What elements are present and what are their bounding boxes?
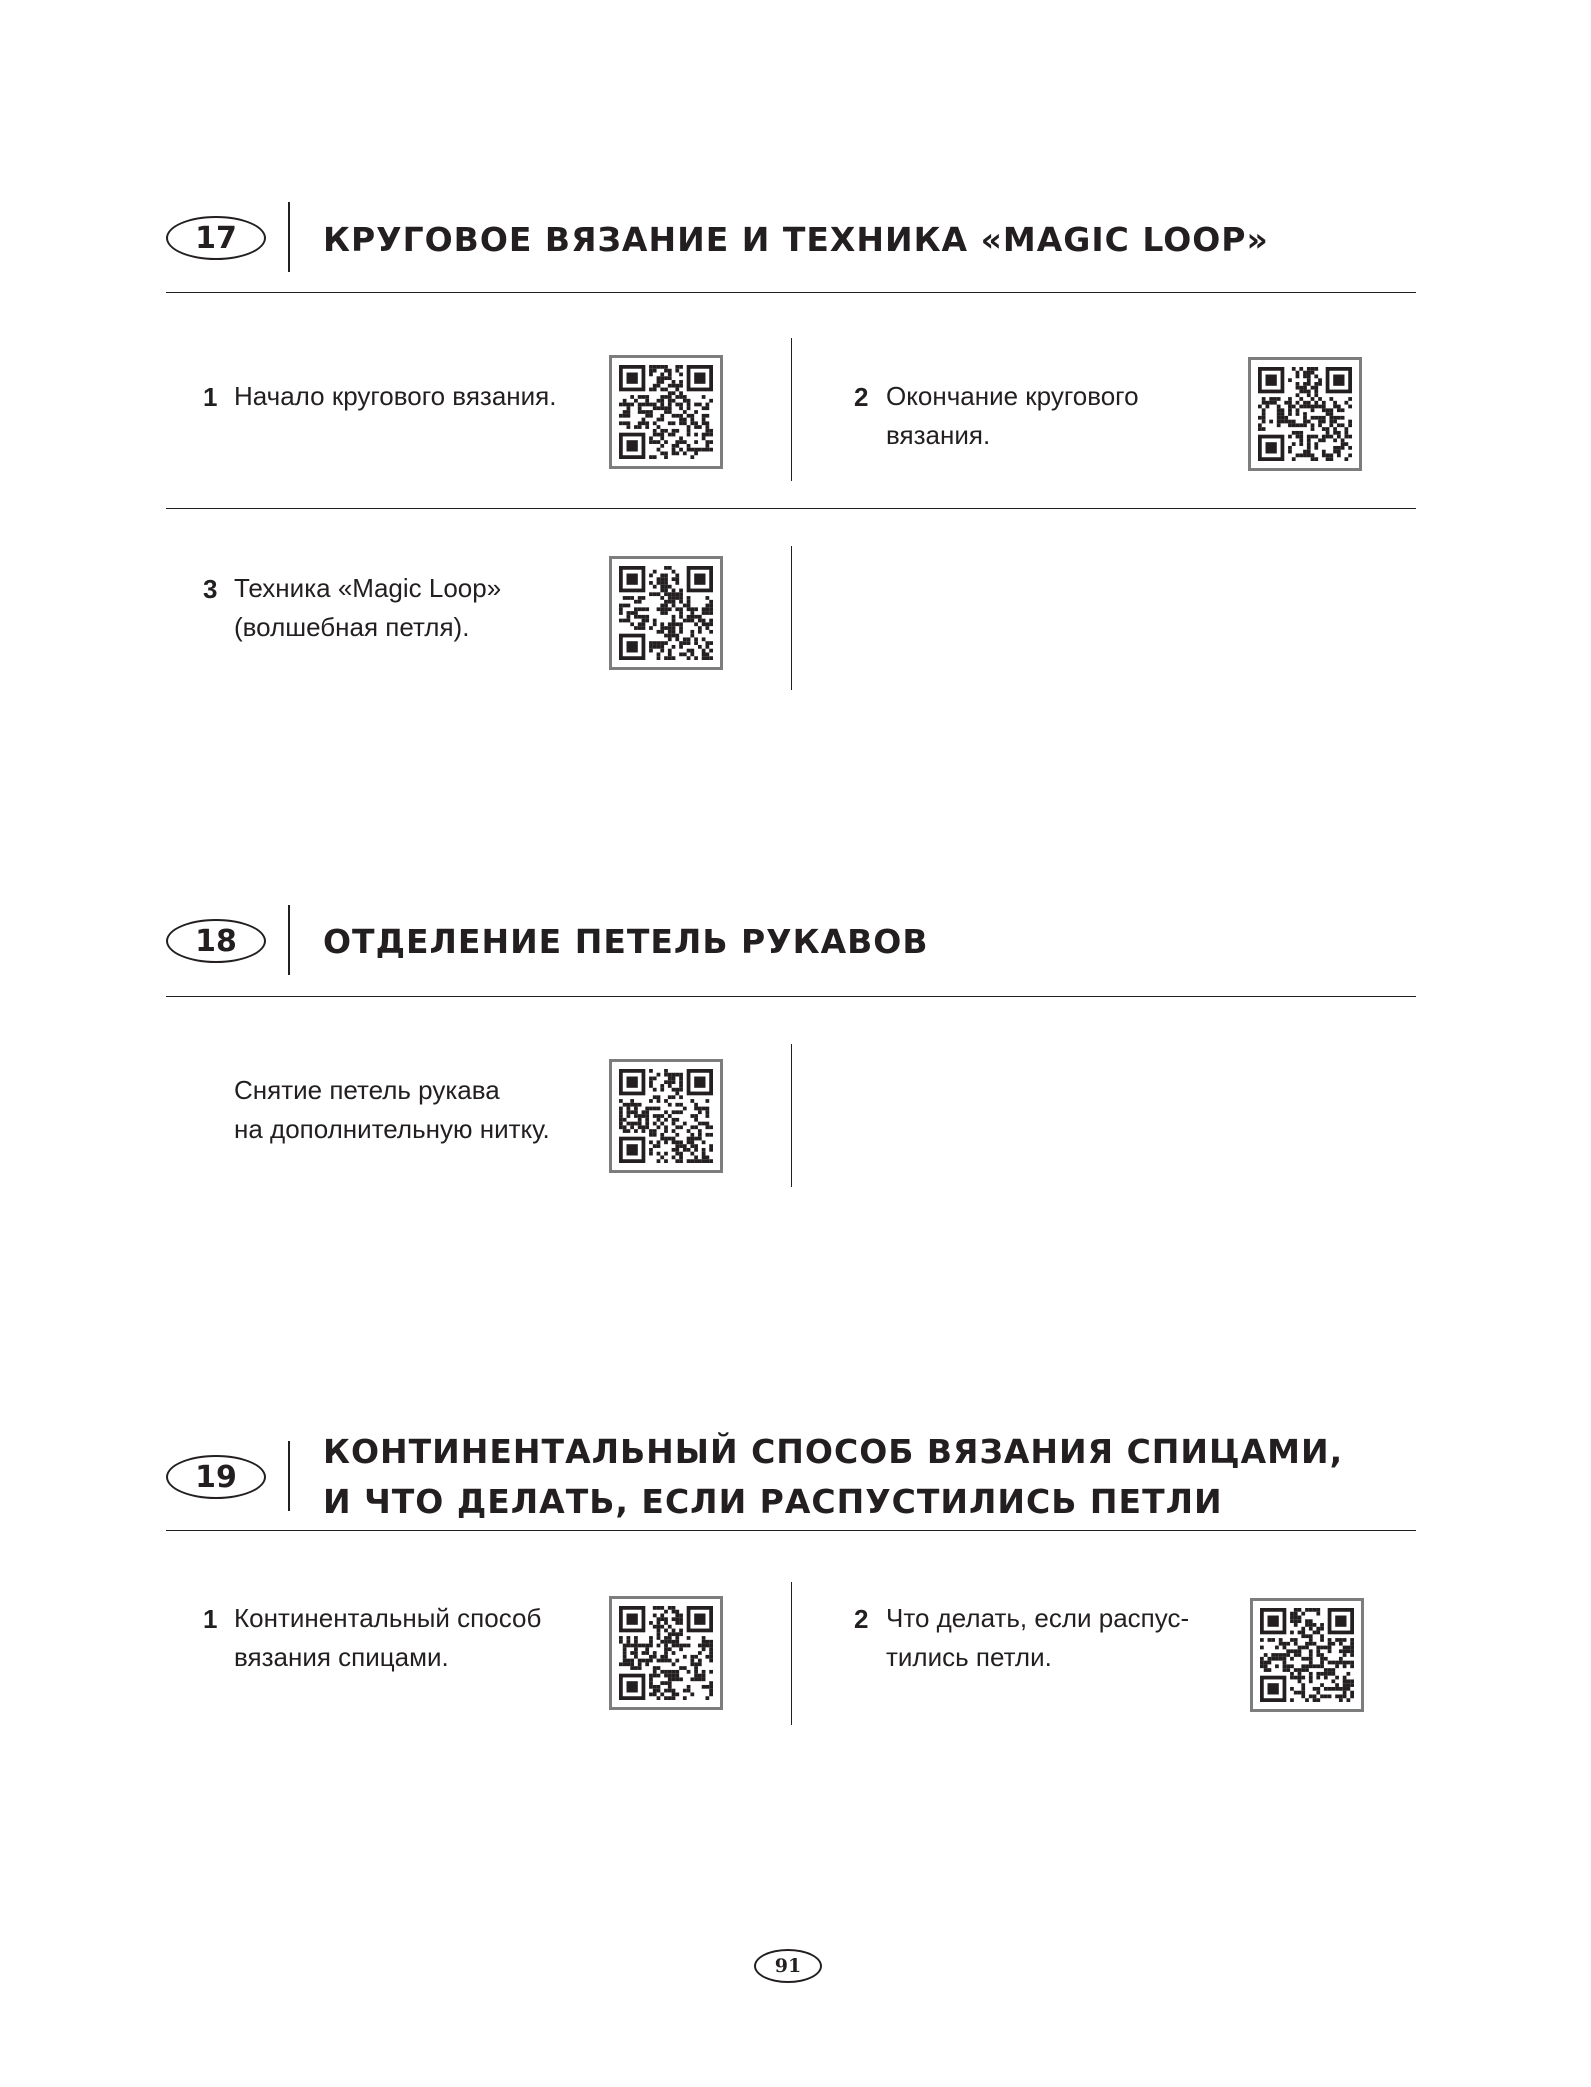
section-number-badge: 19 — [166, 1455, 266, 1499]
item-text — [886, 377, 1139, 455]
section-number-badge: 17 — [166, 216, 266, 260]
section-title: КРУГОВОЕ ВЯЗАНИЕ И ТЕХНИКА «MAGIC LOOP» — [323, 220, 1269, 259]
item-text — [234, 569, 501, 647]
item-number: 1 — [203, 1604, 218, 1634]
section-title-line: И ЧТО ДЕЛАТЬ, ЕСЛИ РАСПУСТИЛИСЬ ПЕТЛИ — [323, 1482, 1223, 1521]
section-rule — [166, 292, 1416, 293]
row-rule — [166, 508, 1416, 509]
item-text-line: вязания спицами. — [234, 1642, 449, 1672]
column-divider — [791, 546, 792, 690]
title-divider — [288, 905, 290, 975]
qr-code-icon[interactable] — [609, 1596, 723, 1710]
column-divider — [791, 338, 792, 481]
item-text-line: Окончание кругового — [886, 381, 1139, 411]
item-number: 2 — [854, 1604, 869, 1634]
item-text — [234, 377, 556, 416]
section-rule — [166, 1530, 1416, 1531]
item-text-line: Что делать, если распус- — [886, 1603, 1190, 1633]
item-number: 1 — [203, 382, 218, 412]
item-number: 2 — [854, 382, 869, 412]
section-title-line: КОНТИНЕНТАЛЬНЫЙ СПОСОБ ВЯЗАНИЯ СПИЦАМИ, — [323, 1432, 1344, 1471]
section-title: ОТДЕЛЕНИЕ ПЕТЕЛЬ РУКАВОВ — [323, 922, 929, 961]
item-text-line: Начало кругового вязания. — [234, 381, 557, 411]
column-divider — [791, 1582, 792, 1725]
item-text-line: (волшебная петля). — [234, 612, 470, 642]
item-text-line: тились петли. — [886, 1642, 1052, 1672]
section-rule — [166, 996, 1416, 997]
item-text-line: Техника «Magic Loop» — [234, 573, 502, 603]
qr-code-icon[interactable] — [1248, 357, 1362, 471]
qr-code-icon[interactable] — [1250, 1598, 1364, 1712]
item-text — [886, 1599, 1189, 1677]
section-number-badge: 18 — [166, 919, 266, 963]
item-number: 3 — [203, 574, 218, 604]
item-text — [234, 1599, 541, 1677]
title-divider — [288, 202, 290, 272]
qr-code-icon[interactable] — [609, 355, 723, 469]
item-text — [234, 1071, 550, 1149]
column-divider — [791, 1044, 792, 1187]
item-text-line: на дополнительную нитку. — [234, 1114, 550, 1144]
item-text-line: вязания. — [886, 420, 991, 450]
qr-code-icon[interactable] — [609, 556, 723, 670]
page-number: 91 — [754, 1949, 822, 1983]
title-divider — [288, 1441, 290, 1511]
section-title — [323, 1427, 1343, 1527]
qr-code-icon[interactable] — [609, 1059, 723, 1173]
item-text-line: Континентальный способ — [234, 1603, 542, 1633]
item-text-line: Снятие петель рукава — [234, 1075, 500, 1105]
